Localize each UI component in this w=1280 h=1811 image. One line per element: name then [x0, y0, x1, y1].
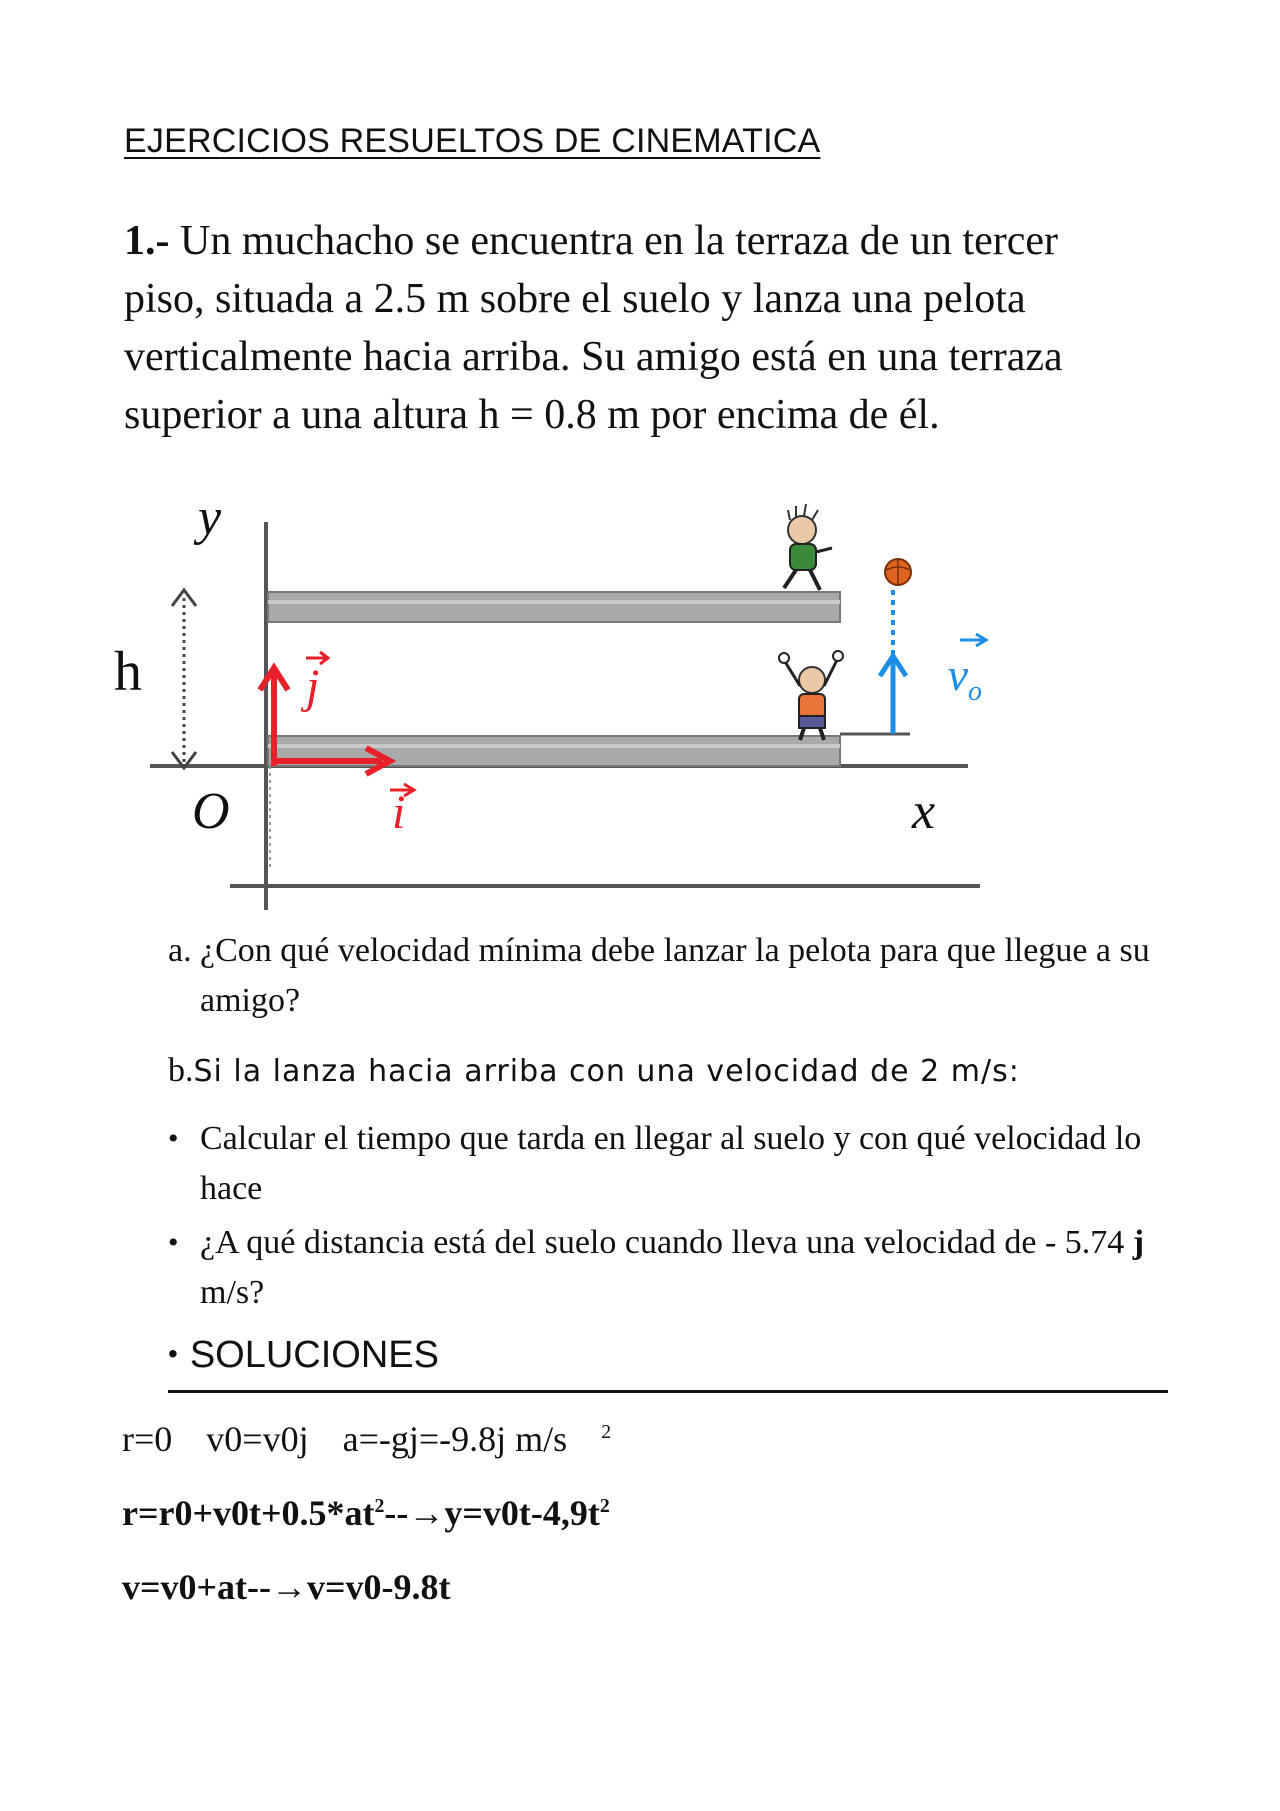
- equation-position: $r=r0+v0t+0.5*at^2--\to y=v0t-4,9t^2$: [122, 1493, 610, 1533]
- list-item: [168, 1218, 1178, 1318]
- v0-label: $v_o$: [947, 649, 982, 707]
- question-a: [168, 926, 1168, 1026]
- origin-label: O: [192, 783, 230, 840]
- bullet-2-text: ¿A qué distancia está del suelo cuando lleva una velocidad de - 5.74 j m/s?: [200, 1224, 1145, 1311]
- problem-text: Un muchacho se encuentra en la terraza de un tercer piso, situada a 2.5 m sobre el suelo y lanza una pelota verticalmente hacia arriba. Su amigo está en una terraza superior a una altura h = 0.8 m por encima de él.: [124, 218, 1063, 438]
- i-label: i: [392, 786, 406, 839]
- problem-statement: [124, 212, 1144, 444]
- kinematics-figure: [114, 489, 1000, 925]
- question-a-marker: a.: [168, 932, 192, 969]
- friend-figure-icon: [784, 504, 832, 590]
- solutions-heading: • SOLUCIONES: [168, 1334, 439, 1376]
- solutions-divider: [168, 1390, 1168, 1393]
- unit-vector-j: j: [1132, 1224, 1145, 1261]
- question-a-text: ¿Con qué velocidad mínima debe lanzar la pelota para que llegue a su amigo?: [200, 932, 1150, 1019]
- bullet-icon: •: [168, 1122, 179, 1155]
- list-item: [168, 1114, 1178, 1214]
- page-title: EJERCICIOS RESUELTOS DE CINEMATICA: [124, 122, 821, 160]
- v0-label-arrow: [960, 634, 986, 646]
- equation-velocity: v=v0+at--→v=v0-9.8t: [122, 1567, 451, 1607]
- figure-svg: [114, 489, 1000, 920]
- equation-initial-conditions: r=0 v0=v0j a=-gj=-9.8j m/s $^2$: [122, 1419, 612, 1459]
- basketball-icon: [885, 559, 911, 585]
- j-label: j: [306, 660, 320, 713]
- upper-terrace: [268, 592, 840, 622]
- bullet-1-text: Calcular el tiempo que tarda en llegar al suelo y con qué velocidad lo hace: [200, 1120, 1142, 1207]
- bullet-icon: •: [168, 1338, 178, 1369]
- question-b-text: Si la lanza hacia arriba con una velocidad de 2 m/s:: [193, 1054, 1020, 1089]
- x-axis-label: x: [912, 783, 936, 840]
- question-b-marker: b.: [168, 1052, 194, 1089]
- h-label: h: [114, 641, 142, 703]
- boy-figure-icon: [779, 651, 843, 740]
- bullet-icon: •: [168, 1226, 179, 1259]
- problem-number: 1.-: [124, 218, 170, 264]
- y-axis-label: y: [198, 489, 222, 546]
- question-b: [168, 1046, 1168, 1097]
